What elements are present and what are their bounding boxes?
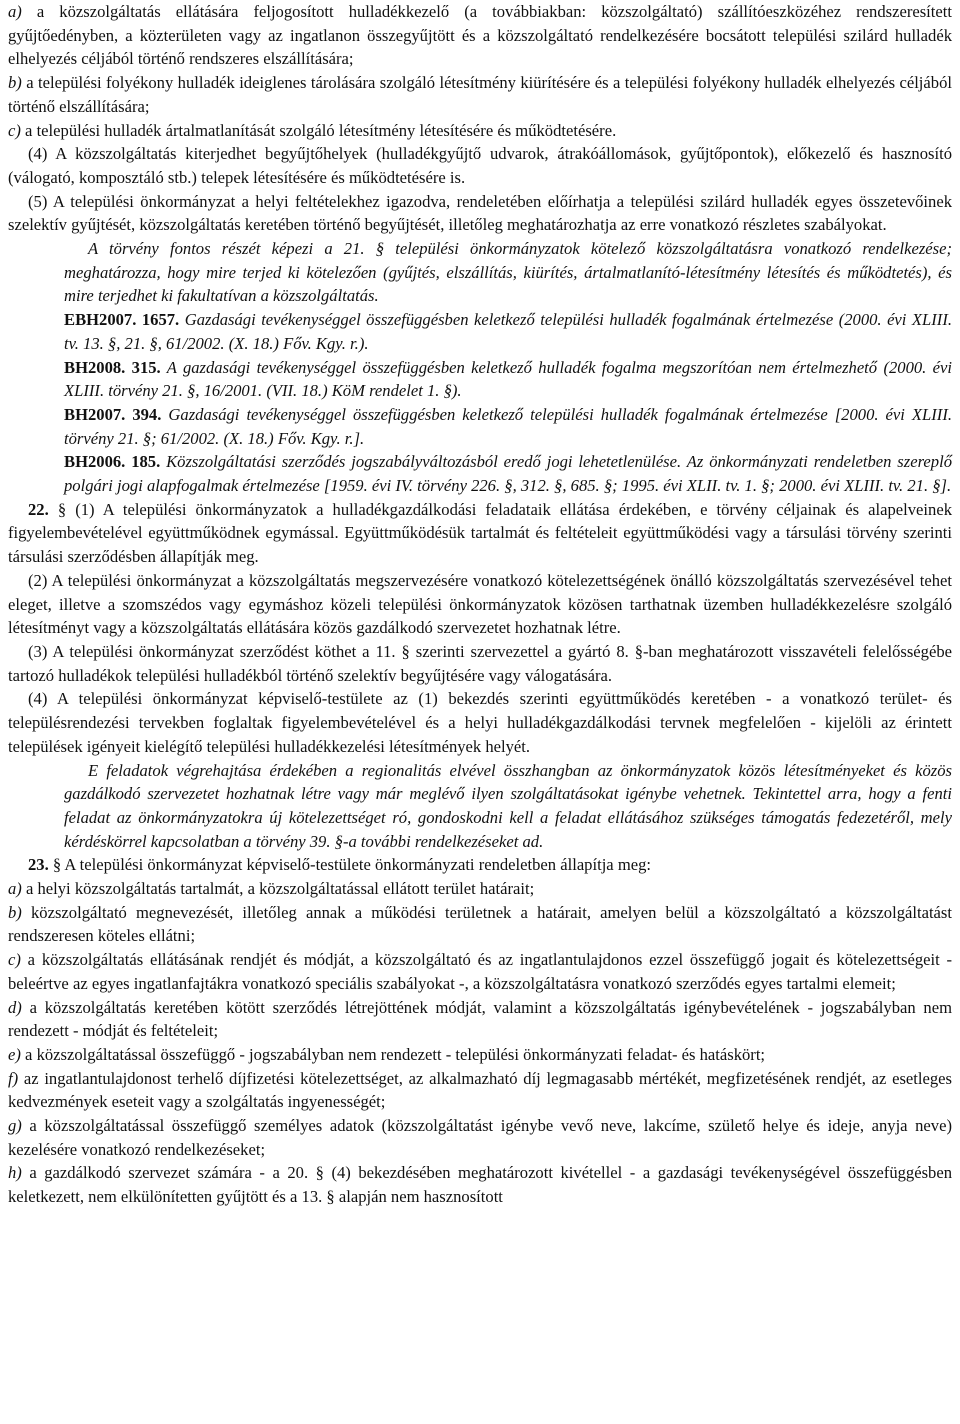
item-label: d)	[8, 997, 22, 1017]
commentary-22	[8, 759, 952, 854]
commentary-text: A törvény fontos részét képezi a 21. § települési önkormányzatok kötelező közszolgáltatásra vonatkozó rendelkezése; meghatározza, hogy mire terjed ki kötelezően (gyűjtés, elszállítás, kiürítés, ártalmatlanító-létesítmény létesítés és működtetés), és mire terjedhet ki fakultatívan a közszolgáltatás.	[64, 239, 952, 306]
item-label: b)	[8, 902, 22, 922]
item-text: a közszolgáltatással összefüggő - jogszabályban nem rendezett - települési önkormányzati feladat- és hatáskört;	[20, 1044, 766, 1064]
list-item-c	[8, 119, 952, 143]
item-label: e)	[8, 1044, 21, 1064]
item-text: az ingatlantulajdonost terhelő díjfizetési kötelezettséget, az alkalmazható díj legmagasabb mértékét, megfizetésének rendjét, az esetleges kedvezmények eseteit vagy a szolgáltatás ingyenességét;	[8, 1068, 952, 1112]
paragraph-22-4: (4) A települési önkormányzat képviselő-testülete az (1) bekezdés szerinti együttműködés keretében - a vonatkozó terület- és településrendezési tervekben foglaltak figyelembevételével és a helyi hulladékgazdálkodási tervnek megfelelően - kijelöli az érintett települések igényeit kielégítő települési hulladékkezelési létesítmények helyét.	[8, 689, 952, 756]
case-ref-id: BH2006. 185.	[64, 452, 161, 472]
item-text: a közszolgáltatással összefüggő személyes adatok (közszolgáltatást igénybe vevő neve, lakcíme, születő helye és ideje, anyja neve) kezelésére vonatkozó rendelkezéseket;	[8, 1116, 952, 1159]
item-label: f)	[8, 1068, 19, 1088]
item-label: a)	[8, 879, 22, 899]
list-item-g	[8, 1114, 952, 1161]
section-number: 22.	[28, 499, 49, 519]
list-item-e	[8, 1043, 952, 1067]
section-number: 23.	[28, 855, 49, 875]
case-ref-text: A gazdasági tevékenységgel összefüggésben keletkező hulladék fogalma megszorítóan nem értelmezhető (2000. évi XLIII. törvény 21. §, 16/2001. (VII. 18.) KöM rendelet 1. §).	[64, 357, 953, 401]
item-label: a)	[8, 2, 22, 21]
item-text: a helyi közszolgáltatás tartalmát, a közszolgáltatással ellátott terület határait;	[21, 879, 535, 899]
list-item-c	[8, 948, 952, 995]
item-label: h)	[8, 1163, 22, 1183]
case-reference	[8, 356, 952, 403]
paragraph-22-2: (2) A települési önkormányzat a közszolgáltatás megszervezésére vonatkozó kötelezettségének önálló közszolgáltatás szervezésével tehet eleget, illetve a szomszédos vagy egymáshoz közeli települési önkormányzatok közösen tarthatnak üzemben hulladékkezelésre szolgáló létesítményt vagy a közszolgáltatás ellátására közös gazdálkodó szervezetet hozhatnak létre.	[8, 570, 952, 638]
commentary-text: E feladatok végrehajtása érdekében a regionalitás elvével összhangban az önkormányzatok közös létesítményeket és közös gazdálkodó szervezetet hozhatnak létre vagy már meglévő ilyen szolgáltatásokat igénybe vehetnek. Tekintettel arra, hogy a fenti feladat az önkormányzatokra új kötelezettséget ró, gondoskodni kell a feladat ellátásához szükséges támogatás fedezetéről, mely kérdéskörrel kapcsolatban a törvény 39. §-a további rendelkezéseket ad.	[64, 760, 952, 851]
section-23	[8, 853, 952, 877]
list-item-a	[8, 877, 952, 901]
list-item-h	[8, 1161, 952, 1208]
paragraph-4: (4) A közszolgáltatás kiterjedhet begyűjtőhelyek (hulladékgyűjtő udvarok, átrakóállomások, gyűjtőpontok), előkezelő és hasznosító (válogató, komposztáló stb.) telepek létesítésére és működtetésére is.	[8, 144, 952, 187]
case-ref-text: Gazdasági tevékenységgel összefüggésben keletkező települési hulladék fogalmának értelmezése [2000. évi XLIII. törvény 21. §; 61/2002. (X. 18.) Főv. Kgy. r.].	[64, 404, 953, 448]
section-text: § A települési önkormányzat képviselő-testülete önkormányzati rendeletben állapítja meg:	[48, 855, 652, 875]
item-text: a közszolgáltatás ellátására feljogosított hulladékkezelő (a továbbiakban: közszolgáltató) szállítóeszközéhez rendszeresített gyűjtőedényben, a közterületen vagy az ingatlanon összegyűjtött és a közszolgáltató rendelkezésére bocsátott települési szilárd hulladék elhelyezés céljából történő rendszeres elszállítására;	[8, 2, 952, 69]
item-label: c)	[8, 950, 21, 970]
commentary-21	[8, 237, 952, 308]
item-label: c)	[8, 120, 21, 140]
item-text: a gazdálkodó szervezet számára - a 20. § (4) bekezdésében meghatározott kivétellel - a gazdasági tevékenységével összefüggésben keletkezett, nem elkülönítetten gyűjtött és a 13. § alapján nem hasznosított	[8, 1163, 952, 1207]
list-item-f	[8, 1067, 952, 1114]
case-reference	[8, 403, 952, 450]
case-ref-text: Közszolgáltatási szerződés jogszabályváltozásból eredő jogi lehetetlenülése. Az önkormányzati rendeletben szereplő polgári jogi alapfogalmak értelmezése [1959. évi IV. törvény 226. §, 312. §, 685. §; 1995. évi XLII. tv. 1. §; 2000. évi XLIII. tv. 21. §].	[64, 452, 953, 496]
case-ref-text: Gazdasági tevékenységgel összefüggésben keletkező települési hulladék fogalmának értelmezése (2000. évi XLIII. tv. 13. §, 21. §, 61/2002. (X. 18.) Főv. Kgy. r.).	[64, 310, 952, 353]
item-text: közszolgáltató megnevezését, illetőleg annak a működési területnek a határait, amelyen belül a közszolgáltató a közszolgáltatást rendszeresen köteles ellátni;	[8, 902, 952, 946]
list-item-d	[8, 996, 952, 1043]
item-text: a közszolgáltatás keretében kötött szerződés létrejöttének módját, valamint a közszolgáltatás igénybevételének - jogszabályban nem rendezett - módját és feltételeit;	[8, 997, 952, 1041]
case-ref-id: BH2008. 315.	[64, 357, 161, 377]
item-text: a települési hulladék ártalmatlanítását szolgáló létesítmény létesítésére és működtetésére.	[20, 120, 617, 140]
case-reference	[8, 450, 952, 497]
item-label: b)	[8, 73, 22, 93]
list-item-a	[8, 0, 952, 71]
item-label: g)	[8, 1116, 22, 1136]
list-item-b	[8, 901, 952, 948]
section-22	[8, 498, 952, 569]
section-text: § (1) A települési önkormányzatok a hulladékgazdálkodási feladataik ellátása érdekében, e törvény céljainak és alapelveinek figyelembevételével együttműködnek egymással. Együttműködésük tartalmát és feltételeit együttműködési vagy a társulási törvény szerinti társulási szerződésben állapítják meg.	[8, 499, 952, 567]
list-item-b	[8, 71, 952, 118]
case-ref-id: BH2007. 394.	[64, 404, 162, 424]
case-ref-id: EBH2007. 1657.	[64, 310, 180, 330]
paragraph-5: (5) A települési önkormányzat a helyi feltételekhez igazodva, rendeletében előírhatja a települési szilárd hulladék egyes összetevőinek szelektív gyűjtését, közszolgáltatás keretében történő begyűjtését, illetőleg meghatározhatja az erre vonatkozó részletes szabályokat.	[8, 191, 952, 235]
case-reference	[8, 308, 952, 355]
item-text: a települési folyékony hulladék ideiglenes tárolására szolgáló létesítmény kiürítésére és a települési folyékony hulladék elhelyezés céljából történő elszállítására;	[8, 73, 952, 116]
paragraph-22-3: (3) A települési önkormányzat szerződést köthet a 11. § szerinti szervezettel a gyártó 8. §-ban meghatározott visszavételi felelősségébe tartozó hulladékok települési hulladékból történő szelektív begyűjtésére vagy válogatására.	[8, 641, 952, 685]
item-text: a közszolgáltatás ellátásának rendjét és módját, a közszolgáltató és az ingatlantulajdonos ezzel összefüggő jogait és kötelezettségeit - beleértve az egyes ingatlanfajtákra vonatkozó speciális szabályokat -, a közszolgáltatásra vonatkozó szerződés egyes tartalmi elemeit;	[8, 950, 952, 993]
